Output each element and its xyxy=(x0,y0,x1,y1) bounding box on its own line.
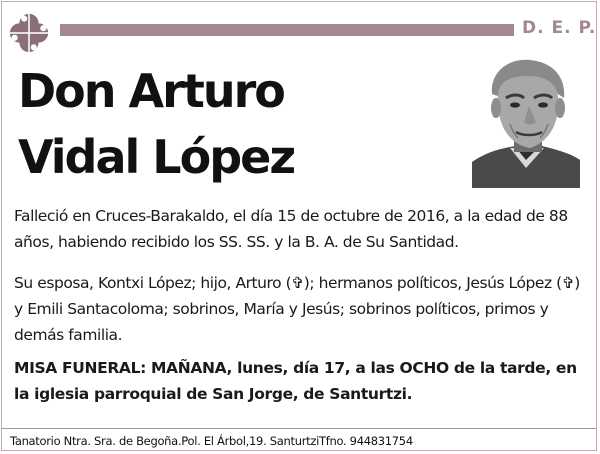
header-bar xyxy=(60,24,514,36)
lauburu-icon xyxy=(6,10,52,56)
death-notice-paragraph: Falleció en Cruces-Barakaldo, el día 15 de octubre de 2016, a la edad de 88 años, habiendo recibido los SS. SS. y la B. A. de Su Santidad. xyxy=(14,207,568,251)
family-paragraph: Su esposa, Kontxi López; hijo, Arturo (✞); hermanos políticos, Jesús López (✞) y Emili Santacoloma; sobrinos, María y Jesús; sobrinos políticos, primos y demás familia. xyxy=(14,274,580,344)
funeral-paragraph: MISA FUNERAL: MAÑANA, lunes, día 17, a las OCHO de la tarde, en la iglesia parroquial de San Jorge, de Santurtzi. xyxy=(14,359,577,403)
deceased-name-line1: Don Arturo xyxy=(18,64,284,118)
dep-label: D. E. P. xyxy=(522,18,597,38)
deceased-name-line2: Vidal López xyxy=(18,130,295,184)
portrait-photo xyxy=(472,56,580,188)
funeral-home-footer: Tanatorio Ntra. Sra. de Begoña.Pol. El Árbol,19. SanturtziTfno. 944831754 xyxy=(10,434,413,448)
footer-divider xyxy=(2,428,596,429)
